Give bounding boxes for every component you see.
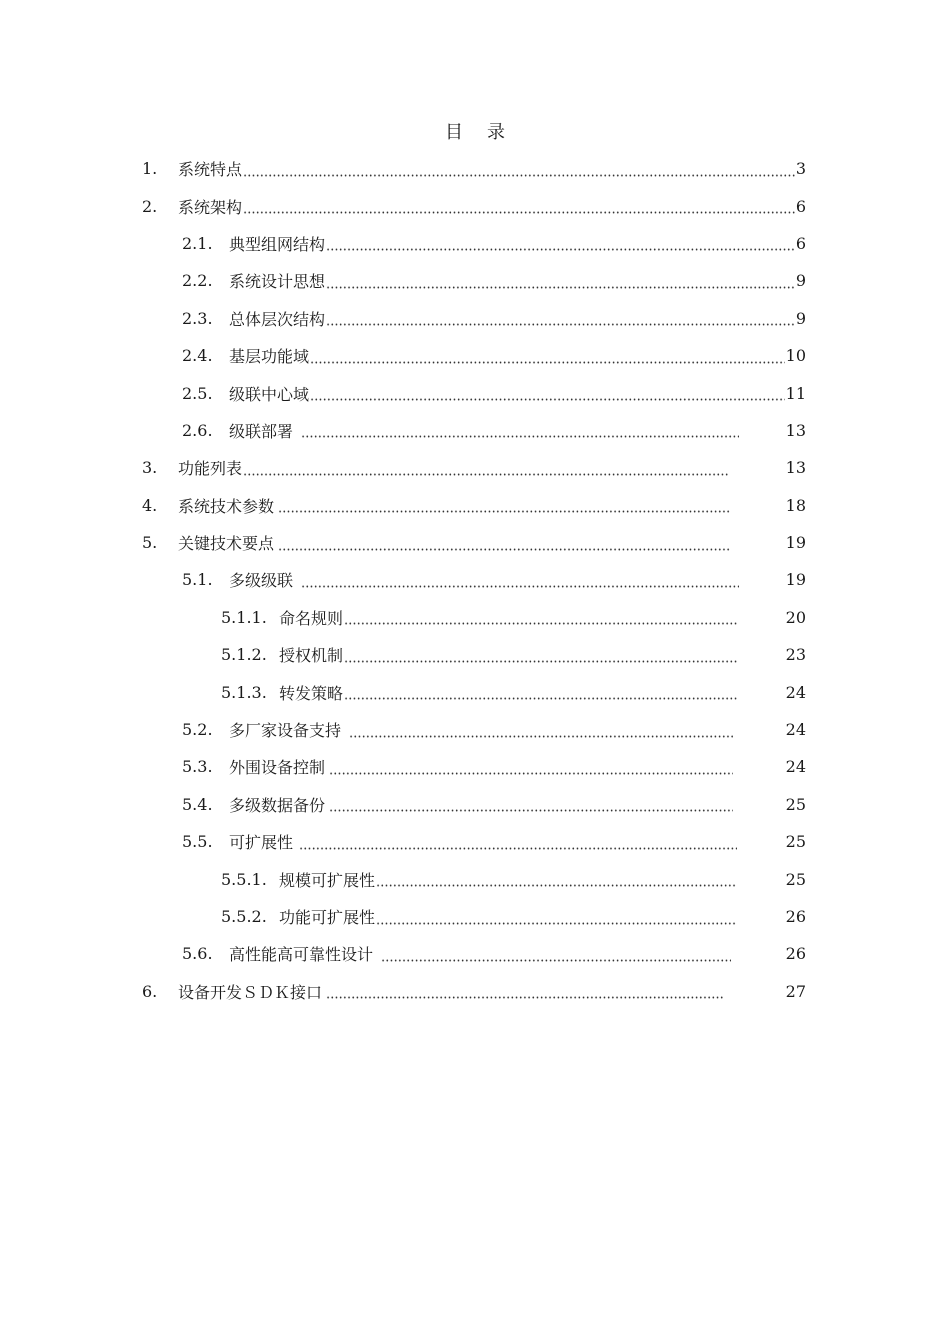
toc-entry-number: 2.6. bbox=[182, 420, 213, 440]
toc-entry-title: 系统特点 bbox=[178, 160, 243, 180]
toc-entry[interactable] bbox=[0, 412, 950, 449]
toc-entry[interactable] bbox=[0, 337, 950, 374]
dot-leader bbox=[344, 647, 738, 663]
toc-entry-number: 5.1.3. bbox=[221, 682, 267, 702]
toc-entry-title: 级联中心域 bbox=[229, 384, 310, 404]
toc-entry[interactable] bbox=[0, 935, 950, 972]
dot-leader bbox=[326, 983, 724, 999]
toc-entry-number: 5.5. bbox=[182, 832, 213, 852]
dot-leader bbox=[243, 198, 795, 214]
toc-entry[interactable] bbox=[0, 150, 950, 187]
toc-entry-page: 23 bbox=[785, 645, 806, 665]
toc-heading bbox=[0, 118, 950, 144]
toc-entry-number: 5.1.1. bbox=[221, 607, 267, 627]
toc-entry-number: 2.4. bbox=[182, 346, 213, 366]
toc-entry[interactable] bbox=[0, 898, 950, 935]
toc-entry[interactable] bbox=[0, 487, 950, 524]
toc-entry-page: 24 bbox=[785, 720, 806, 740]
toc-entry-number: 2. bbox=[142, 196, 158, 216]
toc-entry-title: 系统设计思想 bbox=[229, 272, 326, 292]
toc-entry[interactable] bbox=[0, 973, 950, 1010]
toc-entry-page: 9 bbox=[795, 271, 806, 291]
toc-entry-title: 规模可扩展性 bbox=[279, 870, 376, 890]
toc-entry-title: 总体层次结构 bbox=[229, 309, 326, 329]
dot-leader bbox=[310, 348, 785, 364]
toc-entry[interactable] bbox=[0, 748, 950, 785]
toc-entry-page: 26 bbox=[785, 944, 806, 964]
toc-entry[interactable] bbox=[0, 860, 950, 897]
toc-entry[interactable] bbox=[0, 673, 950, 710]
toc-entry-title: 典型组网结构 bbox=[229, 234, 326, 254]
toc-entry-number: 5.3. bbox=[182, 757, 213, 777]
toc-entry-title: 多级级联 bbox=[229, 571, 294, 591]
dot-leader bbox=[376, 871, 736, 887]
dot-leader bbox=[299, 834, 737, 850]
toc-entry-page: 25 bbox=[785, 794, 806, 814]
toc-entry-title: 级联部署 bbox=[229, 421, 294, 441]
toc-entry-page: 18 bbox=[785, 495, 806, 515]
toc-entry-number: 4. bbox=[142, 495, 158, 515]
toc-entry[interactable] bbox=[0, 599, 950, 636]
toc-entry-page: 3 bbox=[795, 159, 806, 179]
toc-entry-page: 13 bbox=[785, 458, 806, 478]
dot-leader bbox=[326, 273, 795, 289]
dot-leader bbox=[326, 235, 795, 251]
dot-leader bbox=[243, 161, 795, 177]
toc-entry-number: 5.2. bbox=[182, 720, 213, 740]
toc-entry-number: 5.5.1. bbox=[221, 869, 267, 889]
toc-entry[interactable] bbox=[0, 262, 950, 299]
dot-leader bbox=[326, 310, 795, 326]
toc-entry[interactable] bbox=[0, 711, 950, 748]
toc-entry[interactable] bbox=[0, 823, 950, 860]
toc-heading-char: 录 bbox=[487, 122, 505, 143]
toc-entry-number: 2.3. bbox=[182, 308, 213, 328]
toc-entry-page: 27 bbox=[785, 981, 806, 1001]
toc-entry-page: 13 bbox=[785, 420, 806, 440]
toc-entry-title: 转发策略 bbox=[279, 683, 344, 703]
dot-leader bbox=[349, 722, 733, 738]
toc-entry[interactable] bbox=[0, 225, 950, 262]
dot-leader bbox=[301, 422, 739, 438]
toc-entry[interactable] bbox=[0, 449, 950, 486]
toc-entry-page: 25 bbox=[785, 869, 806, 889]
toc-entry-number: 5.4. bbox=[182, 794, 213, 814]
dot-leader bbox=[344, 684, 738, 700]
toc-entry-number: 5. bbox=[142, 533, 158, 553]
dot-leader bbox=[310, 385, 785, 401]
toc-entry-title: 基层功能域 bbox=[229, 347, 310, 367]
toc-entry-title: 外围设备控制 bbox=[229, 758, 326, 778]
toc-entry-page: 9 bbox=[795, 308, 806, 328]
toc-entry[interactable] bbox=[0, 300, 950, 337]
toc-entry-title: 高性能高可靠性设计 bbox=[229, 945, 374, 965]
dot-leader bbox=[381, 946, 731, 962]
toc-entry-page: 19 bbox=[785, 570, 806, 590]
toc-entry-title: 功能可扩展性 bbox=[279, 908, 376, 927]
toc-entry-number: 2.5. bbox=[182, 383, 213, 403]
toc-entry-number: 5.6. bbox=[182, 944, 213, 964]
toc-entry-page: 10 bbox=[785, 346, 806, 366]
toc-entry-title: 设备开发ＳＤＫ接口 bbox=[178, 982, 323, 1002]
toc-entry-number: 5.5.2. bbox=[221, 907, 267, 926]
toc-entry-number: 2.1. bbox=[182, 233, 213, 253]
toc-entry-page: 25 bbox=[785, 832, 806, 852]
toc-entry-title: 系统技术参数 bbox=[178, 496, 275, 516]
toc-entry[interactable] bbox=[0, 636, 950, 673]
toc-entry[interactable] bbox=[0, 524, 950, 561]
dot-leader bbox=[301, 572, 739, 588]
dot-leader bbox=[278, 497, 730, 513]
toc-entry-title: 关键技术要点 bbox=[178, 534, 275, 554]
toc-entry[interactable] bbox=[0, 561, 950, 598]
dot-leader bbox=[278, 535, 730, 551]
dot-leader bbox=[243, 460, 729, 476]
toc-entry-page: 26 bbox=[785, 907, 806, 926]
toc-heading-char: 目 bbox=[445, 122, 463, 143]
toc-entry-title: 命名规则 bbox=[279, 608, 344, 628]
toc-entry-number: 5.1.2. bbox=[221, 645, 267, 665]
toc-entry-number: 5.1. bbox=[182, 570, 213, 590]
toc-entry-title: 多级数据备份 bbox=[229, 795, 326, 815]
toc-entry-page: 20 bbox=[785, 607, 806, 627]
toc-entry-title: 功能列表 bbox=[178, 459, 243, 479]
toc-entry[interactable] bbox=[0, 187, 950, 224]
toc-entry-title: 授权机制 bbox=[279, 646, 344, 666]
toc-list bbox=[0, 150, 950, 1010]
toc-entry-number: 1. bbox=[142, 159, 158, 179]
toc-entry-page: 19 bbox=[785, 533, 806, 553]
toc-entry-page: 6 bbox=[795, 196, 806, 216]
dot-leader bbox=[344, 609, 738, 625]
dot-leader bbox=[329, 796, 733, 812]
toc-entry-title: 可扩展性 bbox=[229, 833, 294, 853]
toc-entry-page: 24 bbox=[785, 682, 806, 702]
toc-entry-page: 11 bbox=[785, 383, 806, 403]
toc-entry[interactable] bbox=[0, 786, 950, 823]
toc-entry-title: 多厂家设备支持 bbox=[229, 721, 342, 741]
toc-entry-number: 6. bbox=[142, 981, 158, 1001]
toc-entry-title: 系统架构 bbox=[178, 197, 243, 217]
dot-leader bbox=[376, 909, 736, 925]
toc-entry-number: 2.2. bbox=[182, 271, 213, 291]
dot-leader bbox=[329, 759, 733, 775]
toc-entry-page: 6 bbox=[795, 233, 806, 253]
toc-entry-number: 3. bbox=[142, 458, 158, 478]
toc-entry[interactable] bbox=[0, 374, 950, 411]
toc-entry-page: 24 bbox=[785, 757, 806, 777]
